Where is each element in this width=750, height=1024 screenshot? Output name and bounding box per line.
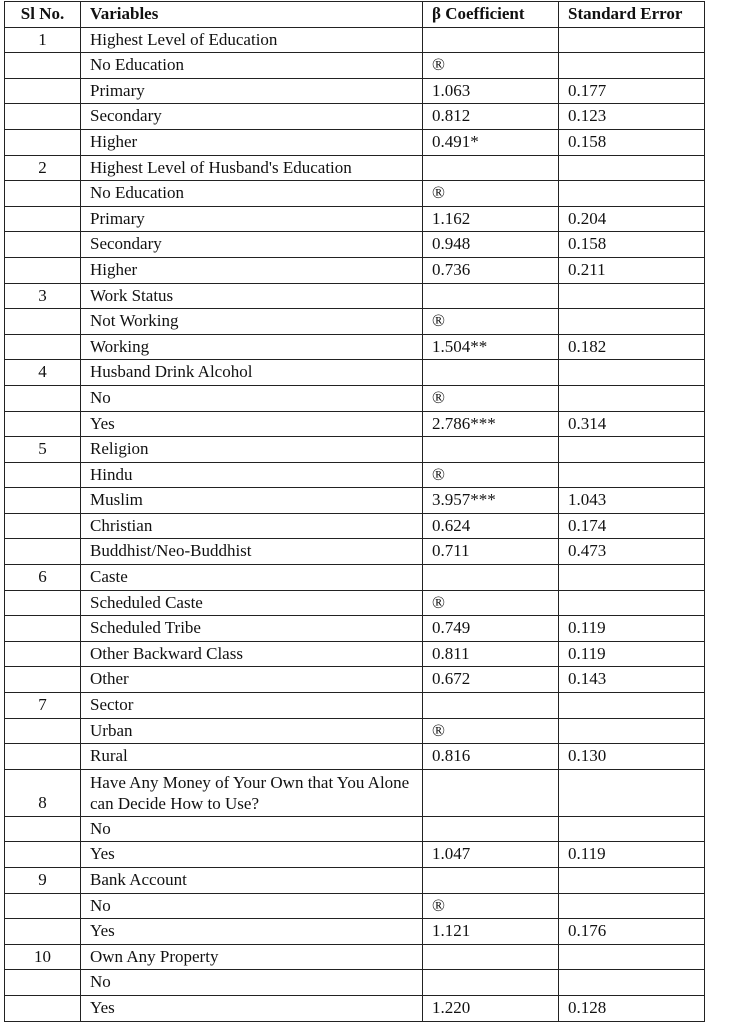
beta-cell: 0.749 bbox=[423, 616, 559, 642]
variable-cell: Christian bbox=[81, 513, 423, 539]
se-cell bbox=[559, 868, 705, 894]
beta-cell: 0.948 bbox=[423, 232, 559, 258]
table-body bbox=[5, 27, 705, 1021]
table-row bbox=[5, 206, 705, 232]
se-cell: 0.211 bbox=[559, 257, 705, 283]
sl-cell: 6 bbox=[5, 565, 81, 591]
sl-cell bbox=[5, 641, 81, 667]
regression-table bbox=[4, 1, 705, 1022]
variable-cell: Primary bbox=[81, 206, 423, 232]
sl-cell bbox=[5, 718, 81, 744]
se-cell bbox=[559, 462, 705, 488]
header-row bbox=[5, 2, 705, 28]
beta-cell bbox=[423, 155, 559, 181]
table-row bbox=[5, 893, 705, 919]
se-cell: 0.158 bbox=[559, 129, 705, 155]
beta-cell: ® bbox=[423, 53, 559, 79]
table-row bbox=[5, 257, 705, 283]
variable-cell: Own Any Property bbox=[81, 944, 423, 970]
sl-cell bbox=[5, 462, 81, 488]
table-row bbox=[5, 667, 705, 693]
se-cell bbox=[559, 53, 705, 79]
beta-cell bbox=[423, 283, 559, 309]
se-cell: 0.119 bbox=[559, 641, 705, 667]
variable-cell: Yes bbox=[81, 919, 423, 945]
table-row bbox=[5, 181, 705, 207]
table-row bbox=[5, 411, 705, 437]
beta-cell: 0.812 bbox=[423, 104, 559, 130]
beta-cell bbox=[423, 27, 559, 53]
variable-cell: Secondary bbox=[81, 232, 423, 258]
variable-cell: Sector bbox=[81, 693, 423, 719]
group-row bbox=[5, 868, 705, 894]
variable-cell: Scheduled Caste bbox=[81, 590, 423, 616]
header-sl-no: Sl No. bbox=[5, 2, 81, 28]
variable-cell: Bank Account bbox=[81, 868, 423, 894]
variable-cell: Yes bbox=[81, 411, 423, 437]
group-row bbox=[5, 155, 705, 181]
variable-cell: Husband Drink Alcohol bbox=[81, 360, 423, 386]
beta-cell: 0.672 bbox=[423, 667, 559, 693]
table-row bbox=[5, 718, 705, 744]
group-row bbox=[5, 283, 705, 309]
sl-cell bbox=[5, 385, 81, 411]
group-row bbox=[5, 565, 705, 591]
table-row bbox=[5, 970, 705, 996]
beta-cell bbox=[423, 769, 559, 816]
table-row bbox=[5, 309, 705, 335]
sl-cell bbox=[5, 206, 81, 232]
sl-cell bbox=[5, 893, 81, 919]
se-cell bbox=[559, 283, 705, 309]
beta-cell: 0.491* bbox=[423, 129, 559, 155]
variable-cell: Buddhist/Neo-Buddhist bbox=[81, 539, 423, 565]
sl-cell bbox=[5, 513, 81, 539]
table-row bbox=[5, 334, 705, 360]
se-cell: 0.473 bbox=[559, 539, 705, 565]
variable-cell: Work Status bbox=[81, 283, 423, 309]
beta-cell bbox=[423, 816, 559, 842]
variable-cell: No bbox=[81, 816, 423, 842]
beta-cell: 3.957*** bbox=[423, 488, 559, 514]
beta-cell: 1.121 bbox=[423, 919, 559, 945]
sl-cell: 10 bbox=[5, 944, 81, 970]
se-cell: 0.204 bbox=[559, 206, 705, 232]
table-row bbox=[5, 513, 705, 539]
sl-cell bbox=[5, 590, 81, 616]
header-beta-coefficient: β Coefficient bbox=[423, 2, 559, 28]
se-cell bbox=[559, 181, 705, 207]
beta-cell: ® bbox=[423, 893, 559, 919]
se-cell: 0.174 bbox=[559, 513, 705, 539]
sl-cell bbox=[5, 181, 81, 207]
variable-cell: Higher bbox=[81, 257, 423, 283]
variable-cell: Hindu bbox=[81, 462, 423, 488]
table-row bbox=[5, 641, 705, 667]
sl-cell bbox=[5, 667, 81, 693]
beta-cell: ® bbox=[423, 385, 559, 411]
beta-cell: 0.711 bbox=[423, 539, 559, 565]
variable-cell: Not Working bbox=[81, 309, 423, 335]
sl-cell: 8 bbox=[5, 769, 81, 816]
table-row bbox=[5, 539, 705, 565]
sl-cell bbox=[5, 919, 81, 945]
se-cell bbox=[559, 385, 705, 411]
se-cell: 0.158 bbox=[559, 232, 705, 258]
table-row bbox=[5, 816, 705, 842]
sl-cell bbox=[5, 488, 81, 514]
se-cell bbox=[559, 893, 705, 919]
se-cell: 0.143 bbox=[559, 667, 705, 693]
se-cell bbox=[559, 970, 705, 996]
table-row bbox=[5, 53, 705, 79]
table-row bbox=[5, 995, 705, 1021]
sl-cell bbox=[5, 411, 81, 437]
se-cell bbox=[559, 590, 705, 616]
beta-cell: 2.786*** bbox=[423, 411, 559, 437]
se-cell bbox=[559, 769, 705, 816]
header-variables: Variables bbox=[81, 2, 423, 28]
table-row bbox=[5, 232, 705, 258]
variable-cell: Religion bbox=[81, 437, 423, 463]
sl-cell: 5 bbox=[5, 437, 81, 463]
beta-cell: 1.504** bbox=[423, 334, 559, 360]
se-cell: 0.119 bbox=[559, 842, 705, 868]
group-row bbox=[5, 360, 705, 386]
variable-cell: Have Any Money of Your Own that You Alone can Decide How to Use? bbox=[81, 769, 423, 816]
beta-cell: ® bbox=[423, 462, 559, 488]
table-row bbox=[5, 744, 705, 770]
se-cell: 0.176 bbox=[559, 919, 705, 945]
variable-cell: No bbox=[81, 970, 423, 996]
se-cell: 0.314 bbox=[559, 411, 705, 437]
sl-cell bbox=[5, 816, 81, 842]
variable-cell: No Education bbox=[81, 53, 423, 79]
sl-cell bbox=[5, 842, 81, 868]
se-cell bbox=[559, 360, 705, 386]
se-cell bbox=[559, 155, 705, 181]
se-cell: 0.128 bbox=[559, 995, 705, 1021]
group-row bbox=[5, 769, 705, 816]
beta-cell bbox=[423, 944, 559, 970]
variable-cell: Secondary bbox=[81, 104, 423, 130]
table-row bbox=[5, 78, 705, 104]
group-row bbox=[5, 693, 705, 719]
se-cell bbox=[559, 565, 705, 591]
table-row bbox=[5, 104, 705, 130]
sl-cell bbox=[5, 995, 81, 1021]
se-cell bbox=[559, 437, 705, 463]
variable-cell: Other Backward Class bbox=[81, 641, 423, 667]
variable-cell: Working bbox=[81, 334, 423, 360]
variable-cell: Yes bbox=[81, 995, 423, 1021]
sl-cell bbox=[5, 232, 81, 258]
sl-cell bbox=[5, 539, 81, 565]
sl-cell: 3 bbox=[5, 283, 81, 309]
beta-cell: ® bbox=[423, 718, 559, 744]
beta-cell bbox=[423, 437, 559, 463]
beta-cell bbox=[423, 970, 559, 996]
table-row bbox=[5, 842, 705, 868]
beta-cell: 0.811 bbox=[423, 641, 559, 667]
group-row bbox=[5, 437, 705, 463]
beta-cell: ® bbox=[423, 181, 559, 207]
se-cell: 0.177 bbox=[559, 78, 705, 104]
beta-cell: 0.816 bbox=[423, 744, 559, 770]
variable-cell: No bbox=[81, 385, 423, 411]
se-cell bbox=[559, 693, 705, 719]
beta-cell: 1.220 bbox=[423, 995, 559, 1021]
table-row bbox=[5, 590, 705, 616]
beta-cell: ® bbox=[423, 590, 559, 616]
variable-cell: No bbox=[81, 893, 423, 919]
beta-cell: ® bbox=[423, 309, 559, 335]
variable-cell: Other bbox=[81, 667, 423, 693]
se-cell bbox=[559, 718, 705, 744]
group-row bbox=[5, 27, 705, 53]
sl-cell bbox=[5, 129, 81, 155]
sl-cell bbox=[5, 53, 81, 79]
beta-cell: 1.063 bbox=[423, 78, 559, 104]
table-row bbox=[5, 919, 705, 945]
table-row bbox=[5, 129, 705, 155]
sl-cell: 7 bbox=[5, 693, 81, 719]
sl-cell bbox=[5, 616, 81, 642]
variable-cell: Scheduled Tribe bbox=[81, 616, 423, 642]
beta-cell bbox=[423, 565, 559, 591]
sl-cell bbox=[5, 309, 81, 335]
sl-cell bbox=[5, 257, 81, 283]
variable-cell: Rural bbox=[81, 744, 423, 770]
beta-cell: 1.162 bbox=[423, 206, 559, 232]
table-row bbox=[5, 385, 705, 411]
se-cell bbox=[559, 816, 705, 842]
se-cell: 0.182 bbox=[559, 334, 705, 360]
se-cell bbox=[559, 27, 705, 53]
variable-cell: Urban bbox=[81, 718, 423, 744]
table-row bbox=[5, 616, 705, 642]
sl-cell bbox=[5, 970, 81, 996]
beta-cell bbox=[423, 360, 559, 386]
variable-cell: Caste bbox=[81, 565, 423, 591]
sl-cell bbox=[5, 334, 81, 360]
variable-cell: Primary bbox=[81, 78, 423, 104]
se-cell: 0.130 bbox=[559, 744, 705, 770]
variable-cell: Highest Level of Education bbox=[81, 27, 423, 53]
group-row bbox=[5, 944, 705, 970]
se-cell bbox=[559, 309, 705, 335]
se-cell: 1.043 bbox=[559, 488, 705, 514]
sl-cell bbox=[5, 744, 81, 770]
variable-cell: No Education bbox=[81, 181, 423, 207]
se-cell: 0.119 bbox=[559, 616, 705, 642]
se-cell: 0.123 bbox=[559, 104, 705, 130]
table-row bbox=[5, 488, 705, 514]
sl-cell bbox=[5, 78, 81, 104]
sl-cell bbox=[5, 104, 81, 130]
sl-cell: 9 bbox=[5, 868, 81, 894]
beta-cell: 0.624 bbox=[423, 513, 559, 539]
beta-cell bbox=[423, 693, 559, 719]
beta-cell: 0.736 bbox=[423, 257, 559, 283]
sl-cell: 1 bbox=[5, 27, 81, 53]
variable-cell: Highest Level of Husband's Education bbox=[81, 155, 423, 181]
variable-cell: Yes bbox=[81, 842, 423, 868]
table-row bbox=[5, 462, 705, 488]
header-standard-error: Standard Error bbox=[559, 2, 705, 28]
beta-cell: 1.047 bbox=[423, 842, 559, 868]
sl-cell: 2 bbox=[5, 155, 81, 181]
sl-cell: 4 bbox=[5, 360, 81, 386]
beta-cell bbox=[423, 868, 559, 894]
se-cell bbox=[559, 944, 705, 970]
variable-cell: Muslim bbox=[81, 488, 423, 514]
variable-cell: Higher bbox=[81, 129, 423, 155]
